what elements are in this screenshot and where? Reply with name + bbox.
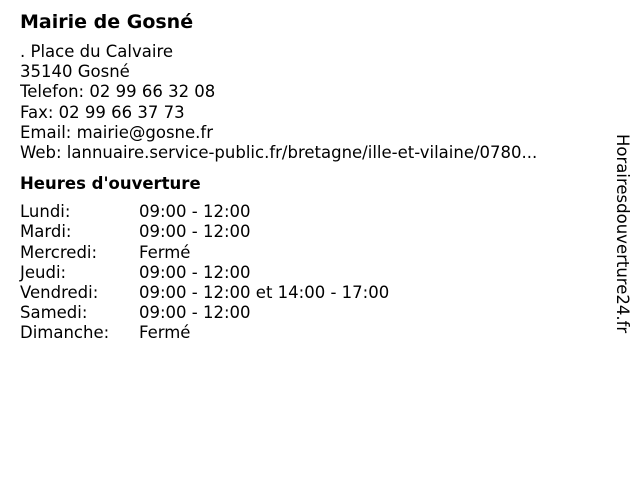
day-label: Lundi: bbox=[20, 202, 71, 222]
email-link[interactable]: mairie@gosne.fr bbox=[76, 122, 213, 142]
hours-row-tuesday bbox=[20, 222, 600, 242]
day-label: Vendredi: bbox=[20, 283, 99, 303]
hours-row-sunday bbox=[20, 323, 600, 343]
hours-table bbox=[20, 202, 600, 343]
time-value: 09:00 - 12:00 bbox=[139, 222, 251, 242]
address-street: . Place du Calvaire bbox=[20, 42, 174, 61]
time-value: 09:00 - 12:00 bbox=[139, 262, 251, 282]
time-value: Fermé bbox=[139, 242, 191, 262]
fax-value: 02 99 66 37 73 bbox=[58, 102, 185, 122]
hours-row-monday bbox=[20, 202, 600, 222]
address-city: 35140 Gosné bbox=[20, 62, 130, 82]
web-line bbox=[20, 143, 600, 163]
hours-row-friday bbox=[20, 283, 600, 303]
hours-row-wednesday bbox=[20, 243, 600, 263]
day-label: Mercredi: bbox=[20, 242, 98, 262]
hours-row-saturday bbox=[20, 303, 600, 323]
hours-heading: Heures d'ouverture bbox=[20, 174, 201, 194]
contact-info bbox=[20, 42, 600, 163]
business-name: Mairie de Gosné bbox=[20, 11, 194, 33]
day-label: Samedi: bbox=[20, 303, 88, 323]
website-link[interactable]: lannuaire.service-public.fr/bretagne/ille-et-vilaine/0780... bbox=[66, 143, 538, 163]
fax-line bbox=[20, 103, 600, 123]
day-label: Mardi: bbox=[20, 222, 72, 242]
phone-line bbox=[20, 82, 600, 102]
time-value: 09:00 - 12:00 bbox=[139, 202, 251, 222]
time-value: Fermé bbox=[139, 323, 191, 343]
email-line bbox=[20, 123, 600, 143]
fax-label: Fax: bbox=[20, 102, 54, 122]
day-label: Jeudi: bbox=[20, 262, 67, 282]
site-brand-vertical[interactable]: Horairesdouverture24.fr bbox=[613, 134, 632, 334]
day-label: Dimanche: bbox=[20, 323, 110, 343]
phone-label: Telefon: bbox=[20, 82, 85, 102]
hours-row-thursday bbox=[20, 263, 600, 283]
phone-link[interactable]: 02 99 66 32 08 bbox=[89, 82, 216, 102]
web-label: Web: bbox=[20, 143, 62, 163]
time-value: 09:00 - 12:00 et 14:00 - 17:00 bbox=[139, 283, 390, 303]
time-value: 09:00 - 12:00 bbox=[139, 303, 251, 323]
business-card bbox=[20, 10, 600, 344]
email-label: Email: bbox=[20, 122, 72, 142]
